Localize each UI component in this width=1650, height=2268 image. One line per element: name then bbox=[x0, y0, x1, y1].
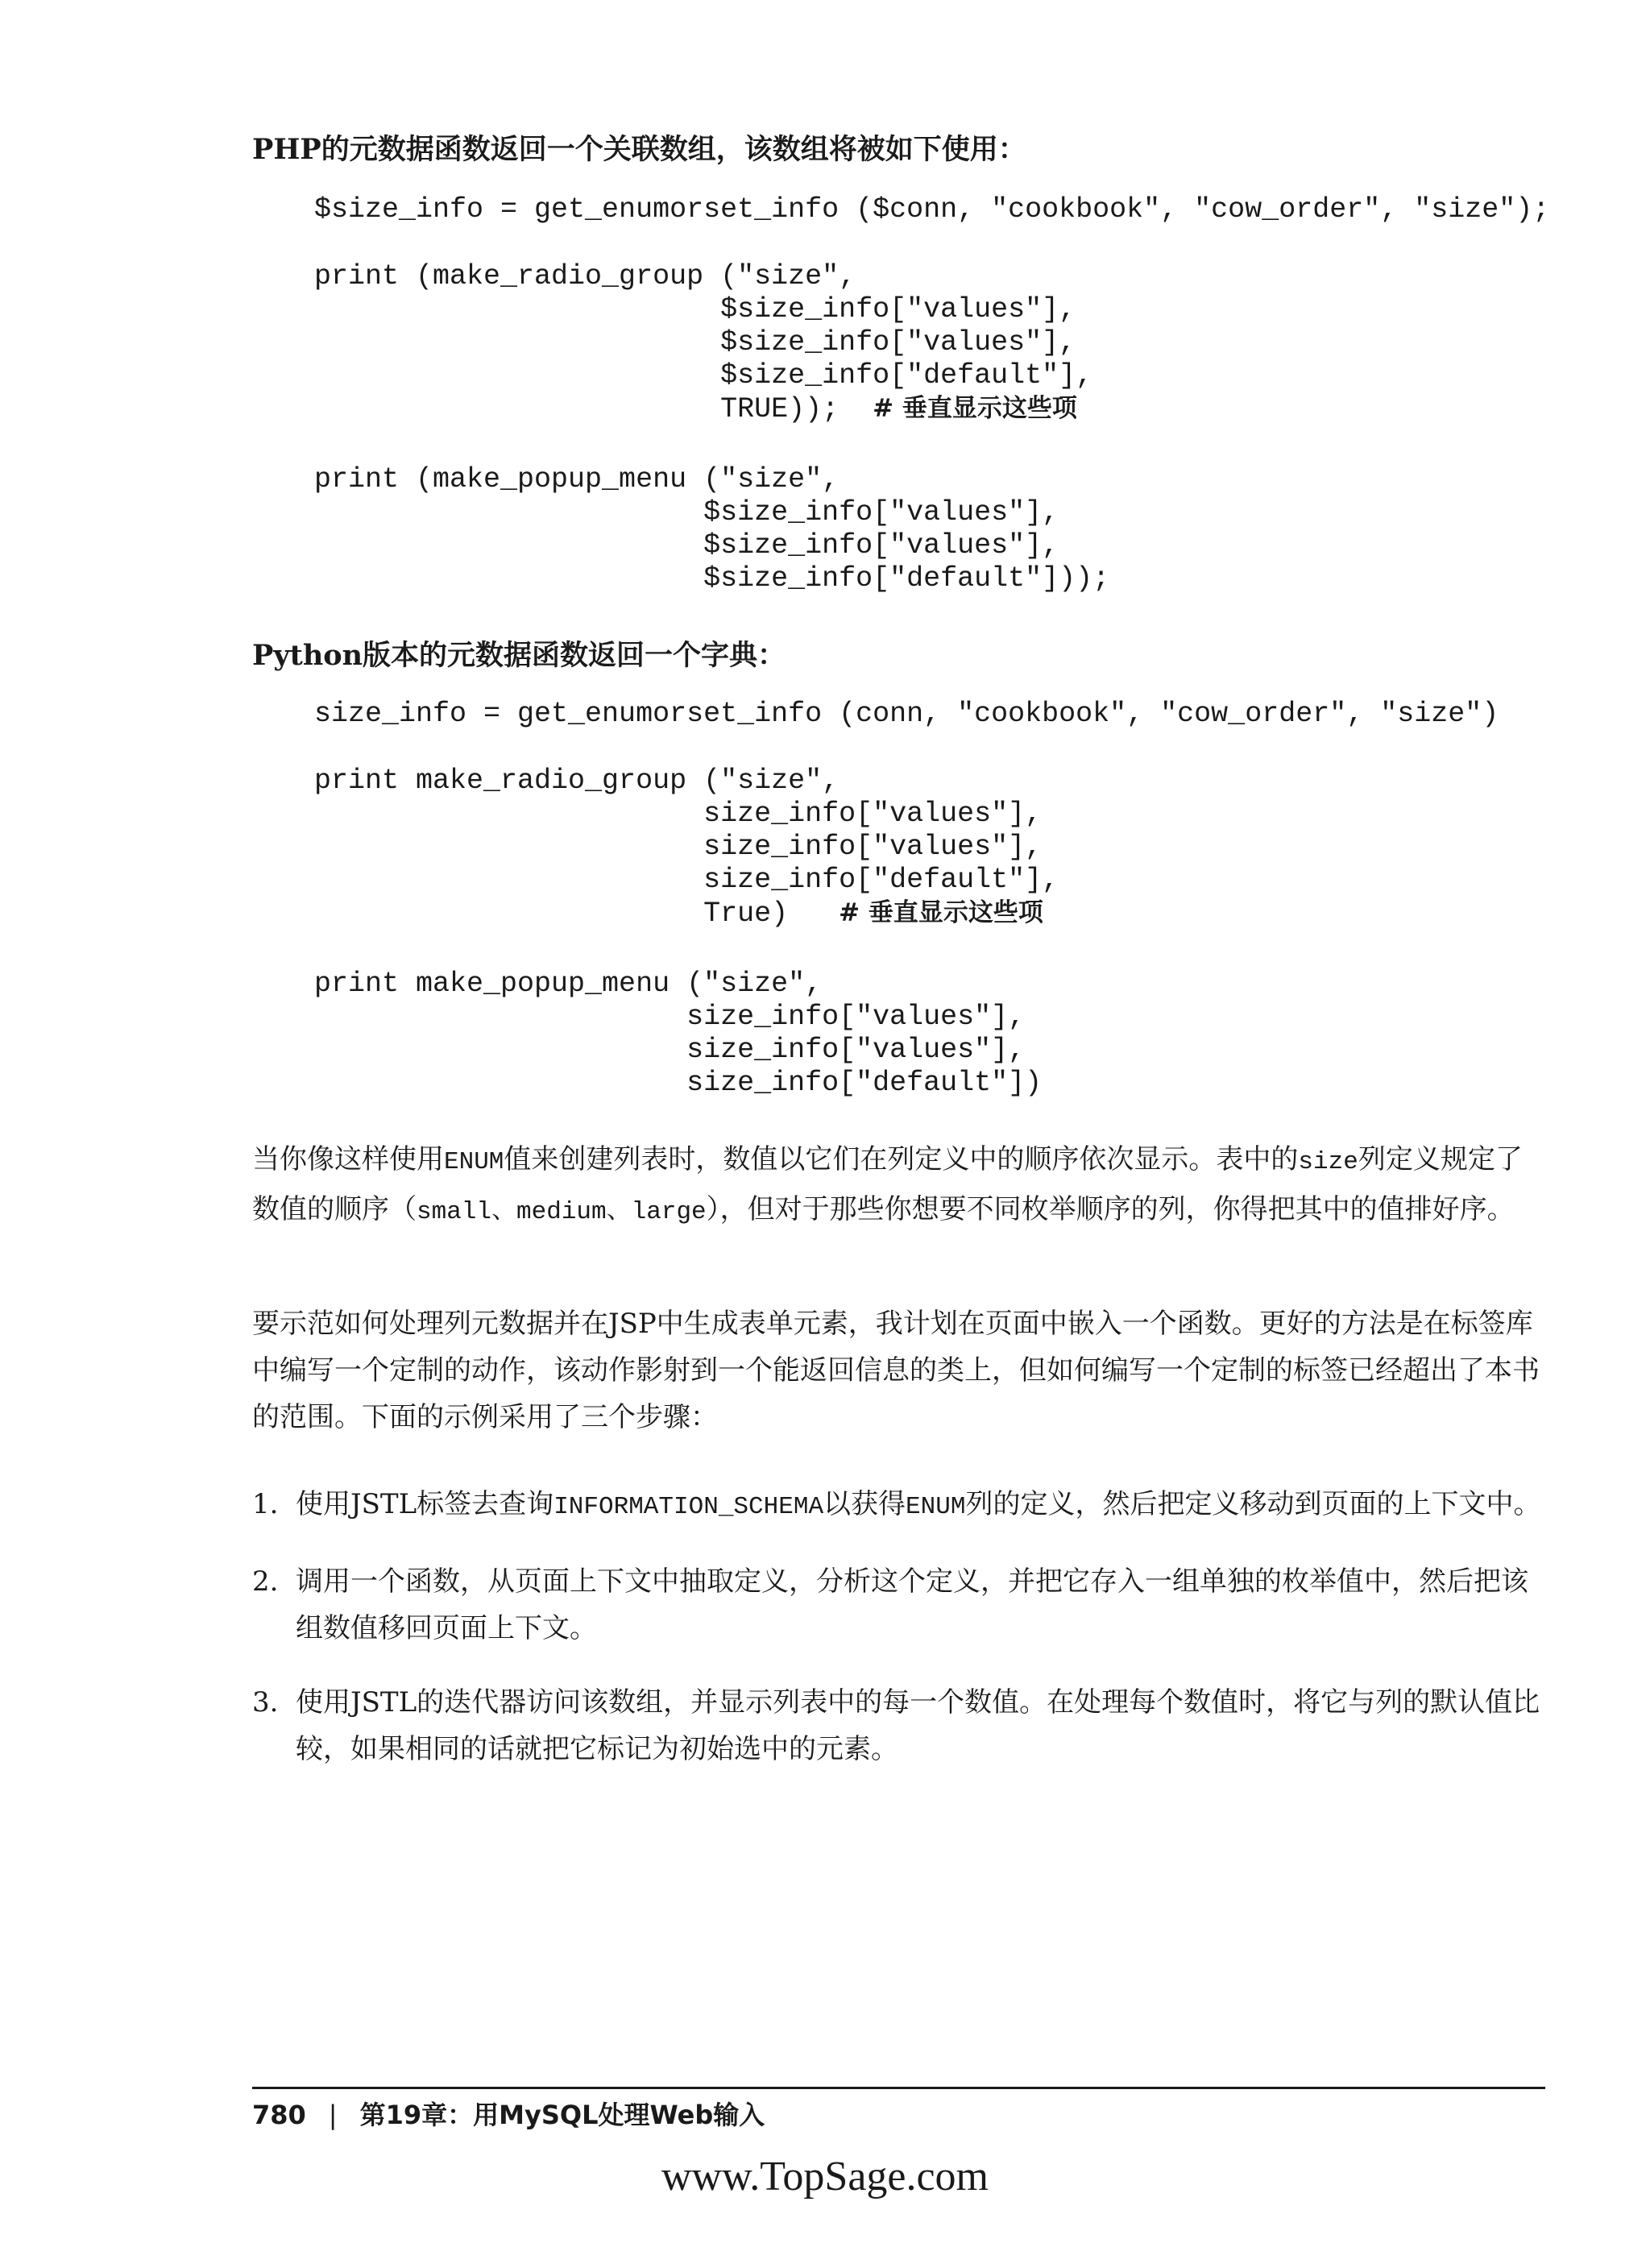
php-code-line-2: print (make_radio_group ("size", bbox=[314, 260, 856, 292]
enum-para-part-4: ），但对于那些你想要不同枚举顺序的列，你得把其中的值排好序。 bbox=[706, 1193, 1515, 1225]
php-code-line-10: $size_info["default"])); bbox=[314, 562, 1110, 595]
php-code-line-6 bbox=[314, 392, 1077, 426]
size-values: small、medium、large bbox=[417, 1198, 707, 1226]
python-code-line-9: size_info["values"], bbox=[314, 1034, 1026, 1066]
step-item bbox=[252, 1558, 1541, 1652]
size-keyword: size bbox=[1298, 1148, 1358, 1176]
steps-list bbox=[252, 1481, 1541, 1773]
php-code-line-9: $size_info["values"], bbox=[314, 529, 1059, 562]
php-code-line-7: print (make_popup_menu ("size", bbox=[314, 463, 840, 495]
chapter-title: 第19章：用MySQL处理Web输入 bbox=[359, 2100, 765, 2130]
python-code-line-3: size_info["values"], bbox=[314, 798, 1043, 830]
python-code-line-5: size_info["default"], bbox=[314, 864, 1059, 896]
php-code-line-8: $size_info["values"], bbox=[314, 496, 1059, 529]
step-1-part-1: 使用JSTL标签去查询 bbox=[296, 1488, 554, 1520]
enum-keyword-step: ENUM bbox=[906, 1493, 966, 1521]
php-code-line-1: $size_info = get_enumorset_info ($conn, "cookbook", "cow_order", "size"); bbox=[314, 193, 1550, 226]
python-code-line-7: print make_popup_menu ("size", bbox=[314, 968, 823, 1000]
step-number: 2. bbox=[252, 1565, 279, 1598]
step-number: 1. bbox=[252, 1488, 279, 1520]
python-intro-text: Python版本的元数据函数返回一个字典： bbox=[252, 639, 786, 672]
python-code-line-6-code: True) bbox=[314, 898, 840, 930]
enum-para-part-3: 列定义规定了数值的顺序（ bbox=[252, 1143, 1523, 1225]
page-number: 780 bbox=[252, 2100, 306, 2130]
php-code-line-4: $size_info["values"], bbox=[314, 326, 1076, 359]
information-schema-keyword: INFORMATION_SCHEMA bbox=[553, 1493, 824, 1521]
php-code-comment: # 垂直显示这些项 bbox=[873, 394, 1077, 423]
python-code-line-2: print make_radio_group ("size", bbox=[314, 765, 840, 797]
step-1-part-3: 列的定义，然后把定义移动到页面的上下文中。 bbox=[965, 1488, 1541, 1520]
step-item bbox=[252, 1481, 1541, 1531]
python-code-line-1: size_info = get_enumorset_info (conn, "cookbook", "cow_order", "size") bbox=[314, 698, 1499, 730]
python-code-line-8: size_info["values"], bbox=[314, 1001, 1026, 1033]
step-2-text: 调用一个函数，从页面上下文中抽取定义，分析这个定义，并把它存入一组单独的枚举值中，然后把该组数值移回页面上下文。 bbox=[296, 1565, 1528, 1644]
enum-para-part-2: 值来创建列表时，数值以它们在列定义中的顺序依次显示。表中的 bbox=[504, 1143, 1299, 1175]
page-footer bbox=[252, 2095, 765, 2132]
enum-order-paragraph bbox=[252, 1136, 1541, 1236]
php-code-line-6-code: TRUE)); bbox=[314, 393, 873, 425]
step-number: 3. bbox=[252, 1686, 279, 1719]
watermark-url: www.TopSage.com bbox=[661, 2154, 989, 2200]
jsp-paragraph: 要示范如何处理列元数据并在JSP中生成表单元素，我计划在页面中嵌入一个函数。更好的方法是在标签库中编写一个定制的动作，该动作影射到一个能返回信息的类上，但如何编写一个定制的标签已经超出了本书的范围。下面的示例采用了三个步骤： bbox=[252, 1308, 1540, 1433]
step-item bbox=[252, 1679, 1541, 1773]
step-1-part-2: 以获得 bbox=[823, 1488, 906, 1520]
php-intro-text: PHP的元数据函数返回一个关联数组，该数组将被如下使用： bbox=[252, 133, 1026, 166]
python-code-line-10: size_info["default"]) bbox=[314, 1067, 1043, 1099]
footer-rule bbox=[252, 2087, 1545, 2089]
enum-keyword: ENUM bbox=[444, 1148, 504, 1176]
step-3-text: 使用JSTL的迭代器访问该数组，并显示列表中的每一个数值。在处理每个数值时，将它与列的默认值比较，如果相同的话就把它标记为初始选中的元素。 bbox=[296, 1686, 1540, 1765]
python-code-comment: # 垂直显示这些项 bbox=[839, 898, 1043, 927]
python-code-line-4: size_info["values"], bbox=[314, 831, 1043, 863]
php-code-line-5: $size_info["default"], bbox=[314, 359, 1093, 392]
php-code-line-3: $size_info["values"], bbox=[314, 293, 1076, 325]
footer-separator: | bbox=[328, 2100, 338, 2130]
python-code-line-6 bbox=[314, 897, 1043, 931]
enum-para-part-1: 当你像这样使用 bbox=[252, 1143, 444, 1175]
